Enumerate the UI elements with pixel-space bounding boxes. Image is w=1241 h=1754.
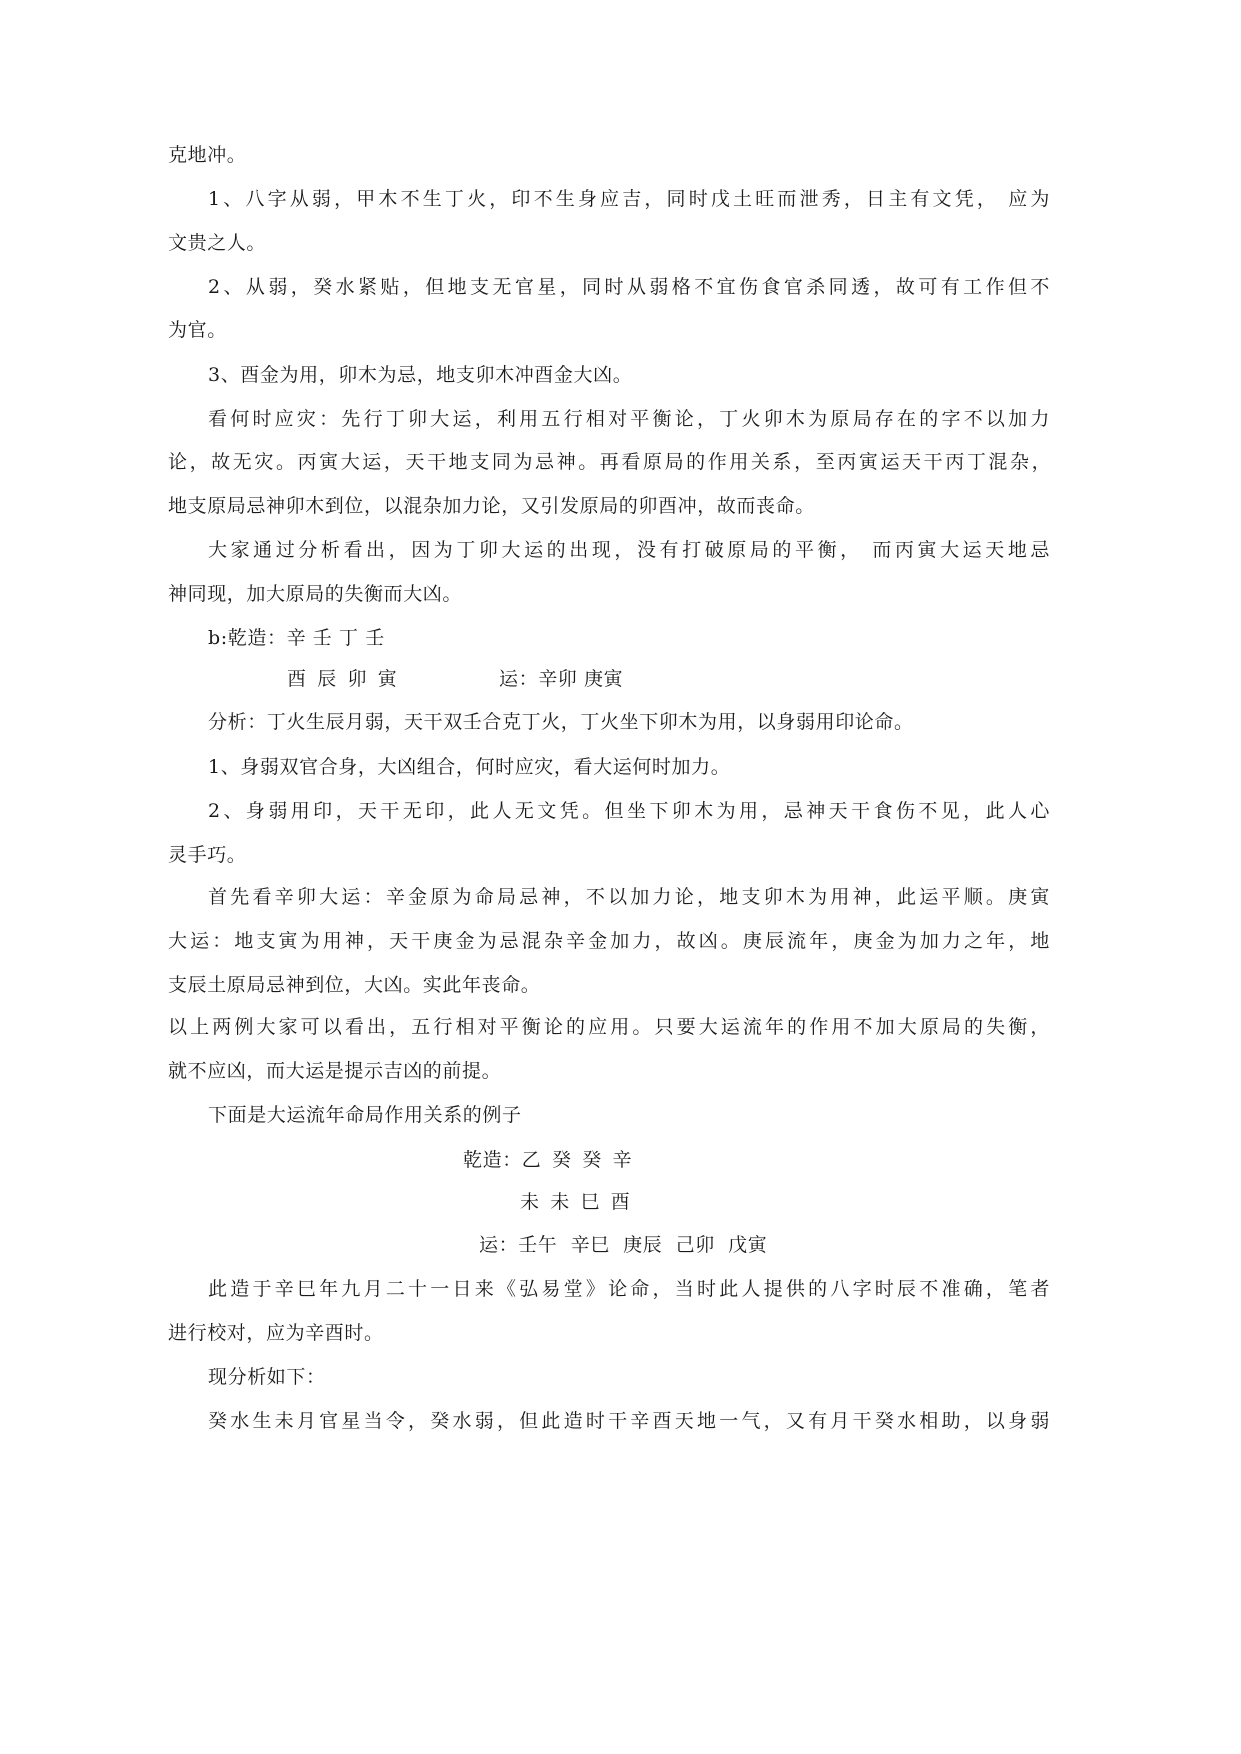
paragraph-line: 2、从弱，癸水紧贴，但地支无官星，同时从弱格不宜伤食官杀同透，故可有工作但不 <box>208 276 1050 298</box>
paragraph-line: 分析：丁火生辰月弱，天干双壬合克丁火，丁火坐下卯木为用，以身弱用印论命。 <box>208 711 914 733</box>
paragraph-line: 以上两例大家可以看出，五行相对平衡论的应用。只要大运流年的作用不加大原局的失衡， <box>168 1016 1050 1038</box>
chart-branches-c: 未 未 巳 酉 <box>520 1191 631 1213</box>
paragraph-line: 支辰土原局忌神到位，大凶。实此年丧命。 <box>168 974 541 996</box>
paragraph-line: 看何时应灾：先行丁卯大运，利用五行相对平衡论，丁火卯木为原局存在的字不以加力 <box>208 408 1050 430</box>
paragraph-line: 1、八字从弱，甲木不生丁火，印不生身应吉，同时戊土旺而泄秀，日主有文凭， 应为 <box>208 188 1050 210</box>
paragraph-line: 就不应凶，而大运是提示吉凶的前提。 <box>168 1060 502 1082</box>
paragraph-line: 地支原局忌神卯木到位，以混杂加力论，又引发原局的卯酉冲，故而丧命。 <box>168 495 815 517</box>
chart-heading-c: 乾造：乙 癸 癸 辛 <box>463 1149 633 1171</box>
paragraph-line: 此造于辛巳年九月二十一日来《弘易堂》论命，当时此人提供的八字时辰不准确，笔者 <box>208 1278 1050 1300</box>
paragraph-line: 文贵之人。 <box>168 232 267 254</box>
paragraph-line: 1、身弱双官合身，大凶组合，何时应灾，看大运何时加力。 <box>208 756 731 778</box>
paragraph-line: 进行校对，应为辛酉时。 <box>168 1322 384 1344</box>
paragraph-line: 神同现，加大原局的失衡而大凶。 <box>168 583 463 605</box>
paragraph-line: 大家通过分析看出，因为丁卯大运的出现，没有打破原局的平衡， 而丙寅大运天地忌 <box>208 539 1050 561</box>
chart-heading-b: b:乾造：辛 壬 丁 壬 <box>208 627 385 649</box>
paragraph-line: 大运：地支寅为用神，天干庚金为忌混杂辛金加力，故凶。庚辰流年，庚金为加力之年，地 <box>168 930 1050 952</box>
chart-luck-b: 运：辛卯 庚寅 <box>499 668 624 690</box>
paragraph-line: 现分析如下： <box>208 1366 326 1388</box>
paragraph-line: 克地冲。 <box>168 144 247 166</box>
paragraph-line: 3、酉金为用，卯木为忌，地支卯木冲酉金大凶。 <box>208 364 633 386</box>
paragraph-line: 为官。 <box>168 319 227 341</box>
paragraph-line: 灵手巧。 <box>168 844 247 866</box>
paragraph-line: 下面是大运流年命局作用关系的例子 <box>208 1104 522 1126</box>
paragraph-line: 首先看辛卯大运：辛金原为命局忌神，不以加力论，地支卯木为用神，此运平顺。庚寅 <box>208 886 1050 908</box>
paragraph-line: 论，故无灾。丙寅大运，天干地支同为忌神。再看原局的作用关系，至丙寅运天干丙丁混杂， <box>168 451 1050 473</box>
paragraph-line: 癸水生未月官星当令，癸水弱，但此造时干辛酉天地一气，又有月干癸水相助，以身弱 <box>208 1410 1050 1432</box>
chart-branches-b: 酉 辰 卯 寅 <box>287 668 398 690</box>
chart-luck-c: 运：壬午 辛巳 庚辰 己卯 戊寅 <box>479 1234 768 1256</box>
paragraph-line: 2、身弱用印，天干无印，此人无文凭。但坐下卯木为用，忌神天干食伤不见，此人心 <box>208 800 1050 822</box>
